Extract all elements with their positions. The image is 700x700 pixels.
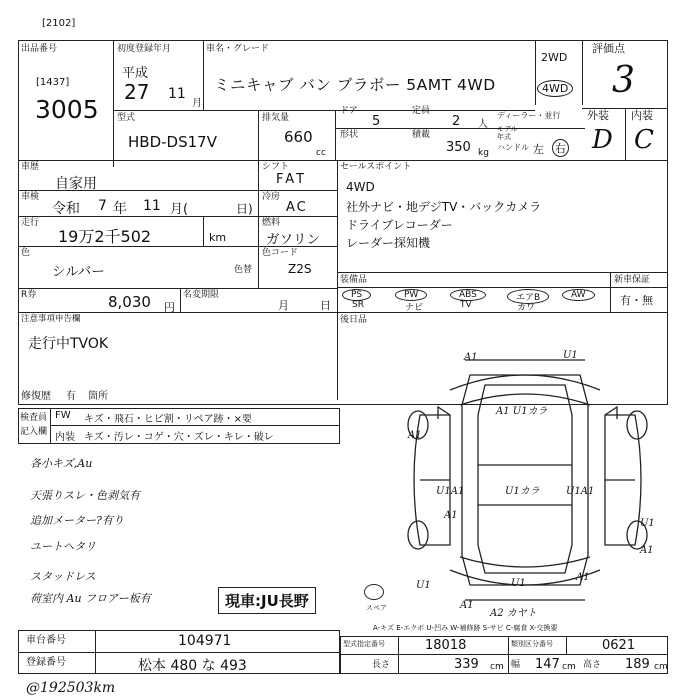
- steering-right-circled: 右: [552, 139, 569, 157]
- width-label: 幅: [511, 660, 521, 670]
- fw-items: キズ・飛石・ヒビ割・リペア跡・×要: [84, 414, 252, 425]
- handwritten-note: 各小キズ,Au: [30, 457, 93, 470]
- sheet-code: [2102]: [42, 18, 76, 29]
- equipment-item-top: PS: [342, 289, 371, 301]
- lot-sub: [1437]: [36, 77, 70, 88]
- handwritten-note: 天張りスレ・色剥気有: [30, 489, 140, 502]
- type-label: 型式: [117, 113, 136, 123]
- handwritten-note: ユートヘタリ: [30, 540, 96, 553]
- equipment-item-top: PW: [395, 289, 427, 301]
- shape-label: 形状: [340, 130, 359, 140]
- mileage-unit: km: [209, 231, 227, 244]
- damage-mark: U1: [416, 580, 431, 591]
- aircon-value: AC: [286, 200, 308, 215]
- auth-value2: 0621: [602, 638, 636, 653]
- sales-point-item: 4WD: [346, 180, 375, 194]
- steering-left: 左: [533, 143, 544, 156]
- model-name: ミニキャブ バン ブラボー 5AMT 4WD: [214, 76, 496, 94]
- repair-label: 修復歴: [21, 391, 51, 402]
- inspection-year-unit: 年: [113, 201, 127, 217]
- interior-check-items: キズ・汚レ・コゲ・穴・ズレ・キレ・破レ: [84, 432, 274, 443]
- equipment-item-bottom: TV: [460, 300, 472, 310]
- equipment-label: 装備品: [340, 275, 368, 285]
- grade-score: 3: [612, 60, 635, 101]
- steering-label3: ハンドル: [497, 143, 529, 152]
- recycle-value: 8,030: [108, 293, 151, 311]
- fuel-value: ガソリン: [266, 232, 320, 248]
- damage-mark: A1: [408, 430, 422, 441]
- exterior-grade: D: [592, 125, 613, 155]
- dealer-label: ディーラー・並行: [497, 111, 561, 120]
- interior-grade: C: [634, 125, 654, 155]
- color-value: シルバー: [52, 264, 105, 280]
- chassis-label: 車台番号: [26, 635, 66, 646]
- model-label: 車名・グレード: [206, 44, 270, 54]
- damage-mark: A1: [464, 352, 478, 363]
- handwritten-note: スタッドレス: [30, 570, 96, 583]
- drive-4wd-circled: 4WD: [537, 80, 573, 97]
- length-unit: cm: [490, 662, 504, 672]
- inspector-label1: 検査員: [20, 413, 48, 423]
- registration-month-unit: 月: [192, 98, 202, 109]
- recycle-label: R券: [21, 290, 37, 300]
- inspection-month: 11: [143, 198, 161, 214]
- interior-check-label: 内装: [55, 432, 75, 443]
- exterior-label: 外装: [587, 109, 609, 122]
- auth-label2: 類別区分番号: [511, 640, 553, 648]
- length-label: 長さ: [372, 660, 391, 670]
- displacement-unit: cc: [316, 148, 326, 158]
- sales-point-item: 社外ナビ・地デジTV・バックカメラ: [346, 200, 542, 214]
- usage-label: 車歴: [21, 162, 40, 172]
- damage-mark: U1A1: [436, 486, 465, 497]
- warranty-label: 新車保証: [614, 275, 651, 285]
- handwritten-note: 荷室内 Au フロアー板有: [30, 592, 151, 605]
- capacity-label: 定員: [412, 106, 431, 116]
- registration-label: 初度登録年月: [117, 44, 172, 54]
- warranty-value: 有・無: [620, 294, 653, 307]
- load-label: 積載: [412, 130, 431, 140]
- interior-label: 内装: [631, 109, 653, 122]
- registration-month: 11: [168, 86, 186, 102]
- shift-value: FAT: [276, 172, 308, 187]
- lot-label: 出品番号: [21, 44, 58, 54]
- damage-mark: U1A1: [566, 486, 595, 497]
- notes-value: 走行中TVOK: [28, 336, 109, 352]
- width-unit: cm: [562, 662, 576, 672]
- auth-label1: 型式指定番号: [343, 640, 385, 648]
- notes-label: 注意事項申告欄: [21, 314, 81, 324]
- inspection-day-unit: 日): [236, 202, 253, 216]
- damage-mark: A1: [444, 510, 458, 521]
- chassis-value: 104971: [178, 633, 232, 649]
- recycle-unit: 円: [164, 301, 175, 314]
- sales-point-label: セールスポイント: [340, 162, 412, 172]
- stamp: 現車:JU長野: [218, 587, 316, 614]
- damage-mark: U1カラ: [505, 486, 540, 497]
- displacement-value: 660: [284, 128, 313, 146]
- vehicle-diagram: [390, 345, 665, 615]
- equipment-item-top: ABS: [450, 289, 486, 301]
- inspection-year: 7: [98, 198, 107, 214]
- capacity-value: 2: [452, 114, 461, 129]
- color-label: 色: [21, 248, 31, 258]
- drive-2wd: 2WD: [541, 51, 568, 64]
- length-value: 339: [454, 657, 479, 672]
- doors-value: 5: [372, 114, 381, 129]
- usage-value: 自家用: [55, 176, 97, 192]
- repair-suffix: 箇所: [88, 391, 108, 402]
- rear-label: 後日品: [340, 315, 368, 325]
- steering-label2: 年式: [497, 133, 511, 141]
- damage-mark: U1: [640, 518, 655, 529]
- mileage-value: 19万2千502: [58, 227, 152, 246]
- load-unit: kg: [478, 148, 489, 158]
- equipment-item-bottom: ナビ: [405, 303, 424, 313]
- lot-number: 3005: [35, 95, 99, 124]
- tax-month-unit: 月: [278, 299, 289, 312]
- damage-mark: A1 U1カラ: [496, 406, 548, 417]
- height-unit: cm: [654, 662, 668, 672]
- spare-label: スペア: [366, 604, 387, 612]
- damage-legend: A-キズ E-エクボ U-凹み W-補修跡 S-サビ C-腐食 X-交換要: [373, 624, 558, 632]
- damage-mark: U1: [511, 578, 526, 589]
- plate-label: 登録番号: [26, 657, 66, 668]
- equipment-item-bottom: SR: [352, 300, 364, 310]
- registration-era: 平成: [122, 66, 149, 81]
- shift-label: シフト: [262, 162, 290, 172]
- color-change-label: 色替: [234, 265, 253, 275]
- width-value: 147: [535, 657, 560, 672]
- inspection-month-unit: 月(: [170, 202, 189, 217]
- mileage-label: 走行: [21, 218, 40, 228]
- color-code-label: 色コード: [262, 248, 299, 258]
- registration-year: 27: [124, 80, 150, 104]
- repair-value: 有: [66, 391, 76, 402]
- footnote-mileage: @192503km: [26, 680, 116, 696]
- height-value: 189: [625, 657, 650, 672]
- sales-point-item: レーダー探知機: [346, 236, 431, 250]
- steering-label1: モデル: [497, 125, 518, 133]
- sales-point-item: ドライブレコーダー: [346, 218, 453, 232]
- fuel-label: 燃料: [262, 218, 281, 228]
- damage-mark: U1: [563, 350, 578, 361]
- aircon-label: 冷房: [262, 192, 281, 202]
- capacity-unit: 人: [478, 119, 488, 130]
- handwritten-note: 追加メーター?有り: [30, 514, 124, 527]
- auth-value1: 18018: [425, 638, 467, 653]
- tax-day-unit: 日: [320, 299, 331, 312]
- equipment-item-bottom: カワ: [517, 303, 536, 313]
- fw-label: FW: [55, 410, 71, 421]
- grade-label: 評価点: [592, 42, 625, 55]
- color-code: Z2S: [288, 262, 312, 276]
- inspector-label2: 記入欄: [20, 427, 48, 437]
- load-value: 350: [446, 140, 471, 155]
- doors-label: ドア: [340, 106, 358, 116]
- damage-mark: A1: [576, 572, 590, 583]
- tax-label: 名変期限: [183, 290, 220, 300]
- spare-icon: [364, 584, 384, 600]
- displacement-label: 排気量: [262, 113, 290, 123]
- damage-mark: A2 カヤト: [490, 608, 537, 619]
- inspection-label: 車検: [21, 192, 40, 202]
- damage-mark: A1: [640, 545, 654, 556]
- plate-value: 松本 480 な 493: [138, 658, 247, 674]
- inspection-era: 令和: [52, 201, 80, 217]
- damage-mark: A1: [460, 600, 474, 611]
- equipment-item-top: エアB: [507, 289, 549, 304]
- type-value: HBD-DS17V: [128, 133, 217, 151]
- height-label: 高さ: [583, 660, 602, 670]
- equipment-item-top: AW: [562, 289, 595, 301]
